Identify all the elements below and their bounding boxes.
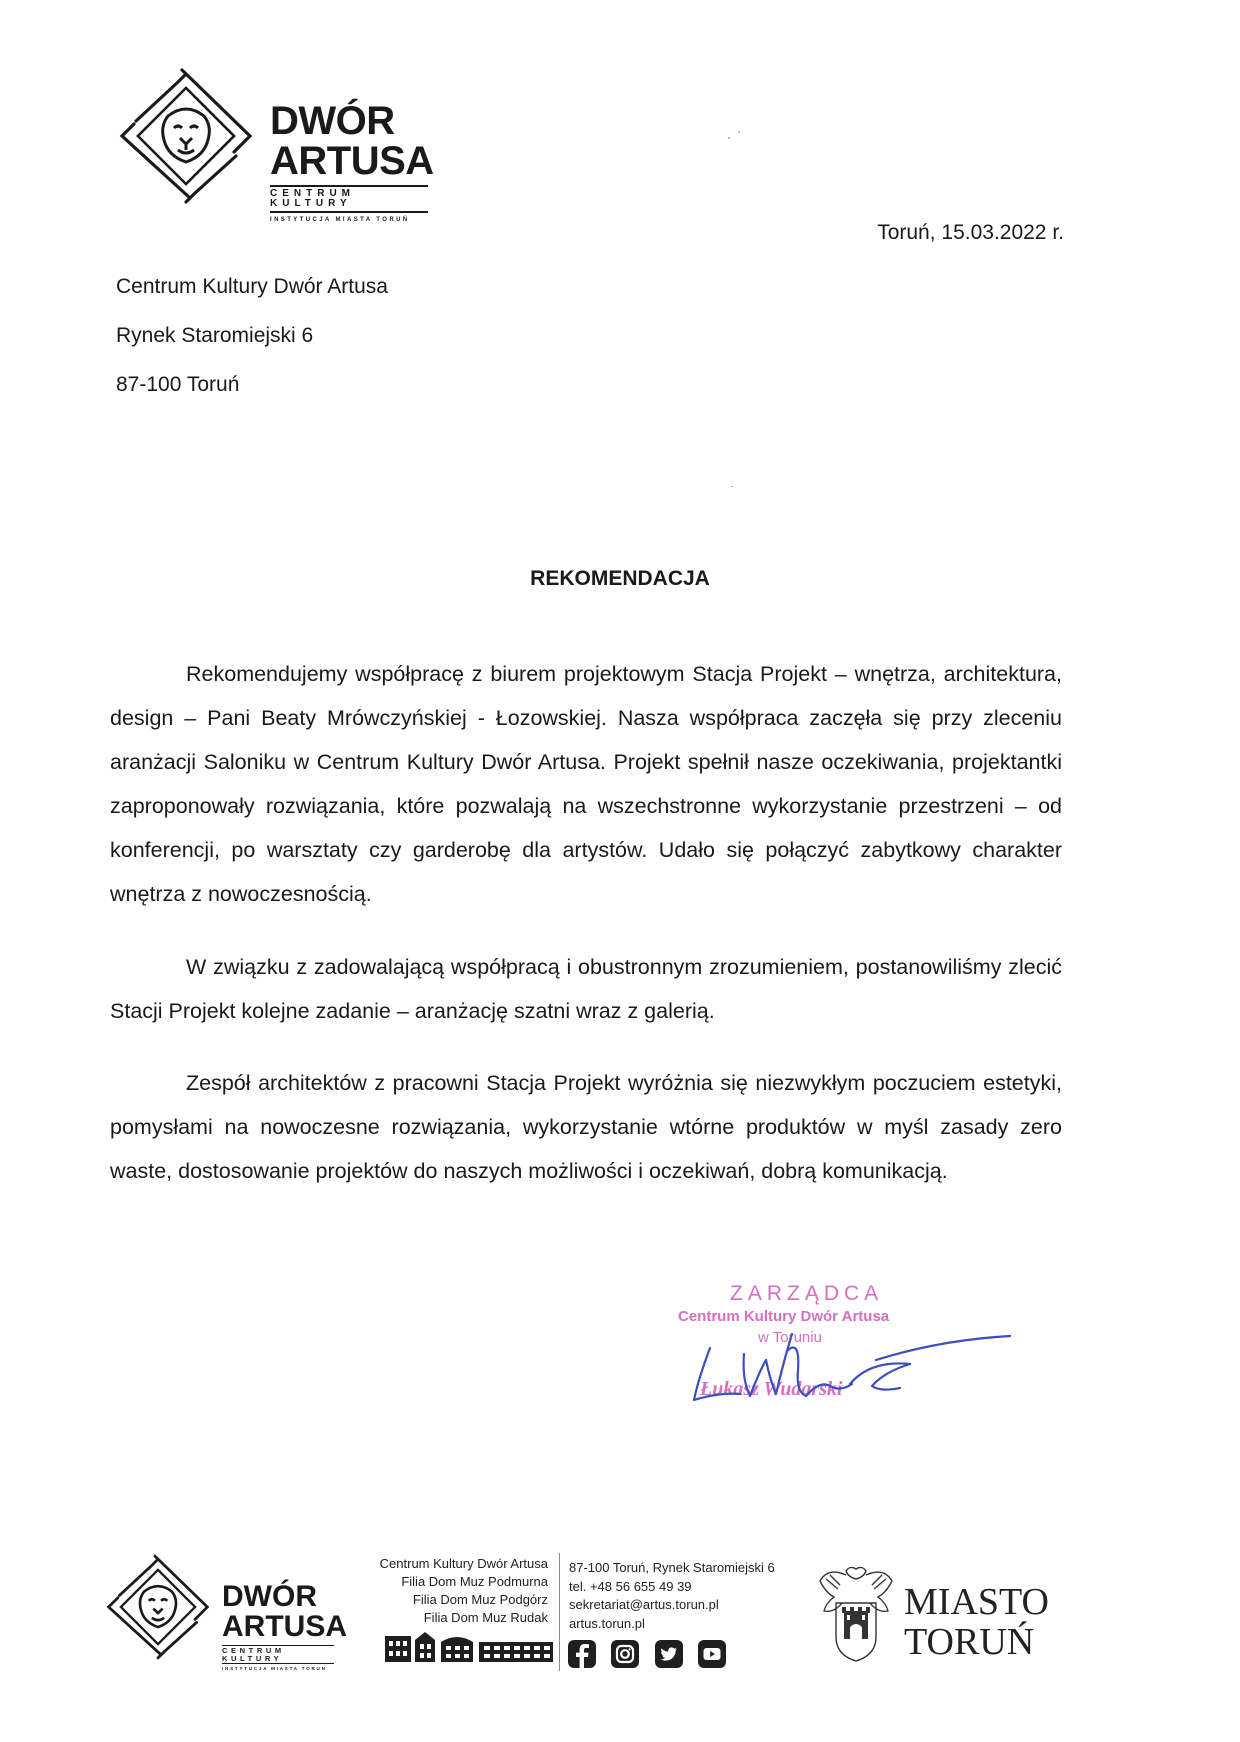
address-line1: Centrum Kultury Dwór Artusa xyxy=(116,275,388,298)
paragraph-1 xyxy=(110,652,1062,916)
city-line2: TORUŃ xyxy=(904,1621,1035,1663)
paragraph-text: W związku z zadowalającą współpracą i obustronnym zrozumieniem, postanowiliśmy zlecić Stacji Projekt kolejne zadanie – aranżację szatni wraz z galerią. xyxy=(110,955,1062,1023)
paragraph-text: Rekomendujemy współpracę z biurem projektowym Stacja Projekt – wnętrza, architektura, design – Pani Beaty Mrówczyńskiej - Łozowskiej. Nasza współpraca zaczęła się przy zleceniu aranżacji Saloniku w Centrum Kultury Dwór Artusa. Projekt spełnił nasze oczekiwania, projektantki zaproponowały rozwiązania, które pozwalają na wszechstronne wykorzystanie przestrzeni – od konferencji, po warsztaty czy garderobę dla artystów. Udało się połączyć zabytkowy charakter wnętrza z nowoczesnością. xyxy=(110,662,1062,906)
logo-tagline: INSTYTUCJA MIASTA TORUŃ xyxy=(270,217,410,223)
footer-logo-tagline: INSTYTUCJA MIASTA TORUŃ xyxy=(222,1666,327,1671)
branch-item: Filia Dom Muz Podgórz xyxy=(412,1592,548,1607)
footer-logo-icon xyxy=(104,1553,212,1661)
paragraph-3 xyxy=(110,1061,1062,1193)
torun-coat-of-arms-icon xyxy=(816,1563,896,1663)
branch-item: Centrum Kultury Dwór Artusa xyxy=(379,1556,548,1571)
logo-name-line1: DWÓR xyxy=(270,99,395,143)
footer-divider xyxy=(559,1553,560,1671)
footer-logo-subtitle: CENTRUM KULTURY xyxy=(222,1645,334,1664)
footer-branches xyxy=(380,1555,548,1627)
contact-website[interactable]: artus.torun.pl xyxy=(569,1615,645,1631)
address-line2: Rynek Staromiejski 6 xyxy=(116,324,314,347)
contact-email[interactable]: sekretariat@artus.torun.pl xyxy=(569,1597,719,1612)
footer-logo-text xyxy=(222,1582,347,1672)
header-logo-text xyxy=(270,101,434,223)
paragraph-text: Zespół architektów z pracowni Stacja Projekt wyróżnia się niezwykłym poczuciem estetyki, pomysłami na nowoczesne rozwiązania, wykorzystanie wtórne produktów w myśl zasady zero waste, dostosowanie projektów do naszych możliwości i oczekiwań, dobrą komunikacją. xyxy=(110,1071,1062,1183)
footer-logo-line1: DWÓR xyxy=(222,1580,317,1613)
branch-item: Filia Dom Muz Podmurna xyxy=(401,1574,548,1589)
social-icons xyxy=(568,1640,737,1668)
handwritten-signature xyxy=(680,1300,1020,1410)
buildings-icon xyxy=(385,1632,553,1662)
facebook-icon[interactable] xyxy=(568,1640,596,1668)
letter-date: Toruń, 15.03.2022 r. xyxy=(877,221,1064,244)
stamp-role: ZARZĄDCA xyxy=(730,1282,884,1305)
instagram-icon[interactable] xyxy=(611,1640,639,1668)
logo-name-line2: ARTUSA xyxy=(270,139,434,183)
contact-phone: tel. +48 56 655 49 39 xyxy=(569,1578,692,1594)
address-line3: 87-100 Toruń xyxy=(116,373,240,396)
footer-contacts xyxy=(569,1559,775,1633)
contact-address: 87-100 Toruń, Rynek Staromiejski 6 xyxy=(569,1560,775,1575)
paragraph-2 xyxy=(110,945,1062,1033)
city-wordmark xyxy=(904,1582,1049,1662)
branch-item: Filia Dom Muz Rudak xyxy=(423,1610,548,1625)
stamp-city: w Toruniu xyxy=(758,1329,822,1346)
city-line1: MIASTO xyxy=(904,1581,1049,1623)
stamp-organization: Centrum Kultury Dwór Artusa xyxy=(678,1308,890,1325)
document-title: REKOMENDACJA xyxy=(530,567,710,590)
dwor-artusa-logo-icon xyxy=(116,66,256,206)
footer-logo-line2: ARTUSA xyxy=(222,1610,347,1643)
logo-subtitle: CENTRUM KULTURY xyxy=(270,185,428,213)
recipient-address xyxy=(116,262,388,409)
youtube-icon[interactable] xyxy=(698,1640,726,1668)
stamp-name: Łukasz Wudarski xyxy=(700,1378,843,1400)
twitter-icon[interactable] xyxy=(655,1640,683,1668)
